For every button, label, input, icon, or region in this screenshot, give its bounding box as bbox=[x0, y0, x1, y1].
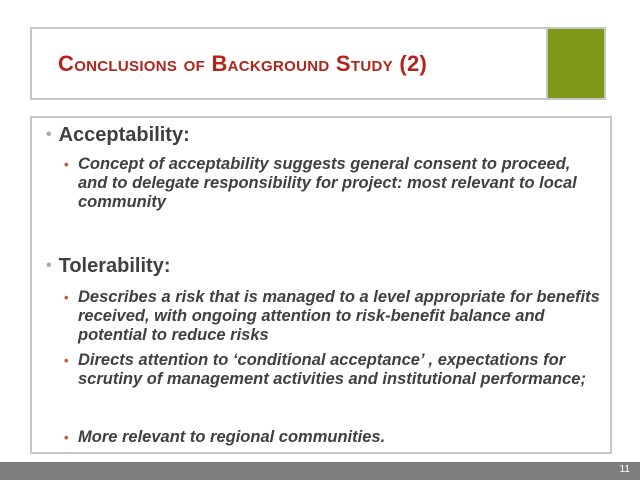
list-item-text: Describes a risk that is managed to a level appropriate for benefits received, with ongoing attention to risk-benefit balance and potential to reduce risks bbox=[78, 288, 600, 344]
list-item bbox=[64, 428, 604, 447]
bullet-icon: • bbox=[64, 353, 69, 368]
bullet-icon: • bbox=[46, 126, 52, 143]
list-item bbox=[64, 155, 604, 212]
slide-title: Conclusions of Background Study (2) bbox=[58, 51, 428, 76]
title-box bbox=[30, 27, 606, 100]
title-accent-block bbox=[546, 29, 604, 98]
list-item-text: More relevant to regional communities. bbox=[78, 428, 386, 446]
list-item bbox=[64, 351, 604, 389]
heading-acceptability bbox=[46, 124, 190, 147]
page-number: 11 bbox=[619, 464, 630, 475]
bullet-icon: • bbox=[64, 290, 69, 305]
heading-text: Acceptability: bbox=[58, 124, 190, 146]
list-item-text: Directs attention to ‘conditional acceptance’ , expectations for scrutiny of management activities and institutional performance; bbox=[78, 351, 586, 388]
list-item bbox=[64, 288, 604, 345]
content-box bbox=[30, 116, 612, 454]
bullet-icon: • bbox=[64, 157, 69, 172]
bullet-icon: • bbox=[46, 257, 52, 274]
list-item-text: Concept of acceptability suggests general consent to proceed, and to delegate responsibility for project: most relevant to local community bbox=[78, 155, 577, 211]
footer-bar bbox=[0, 462, 640, 480]
heading-tolerability bbox=[46, 255, 170, 278]
heading-text: Tolerability: bbox=[58, 255, 171, 277]
bullet-icon: • bbox=[64, 430, 69, 445]
